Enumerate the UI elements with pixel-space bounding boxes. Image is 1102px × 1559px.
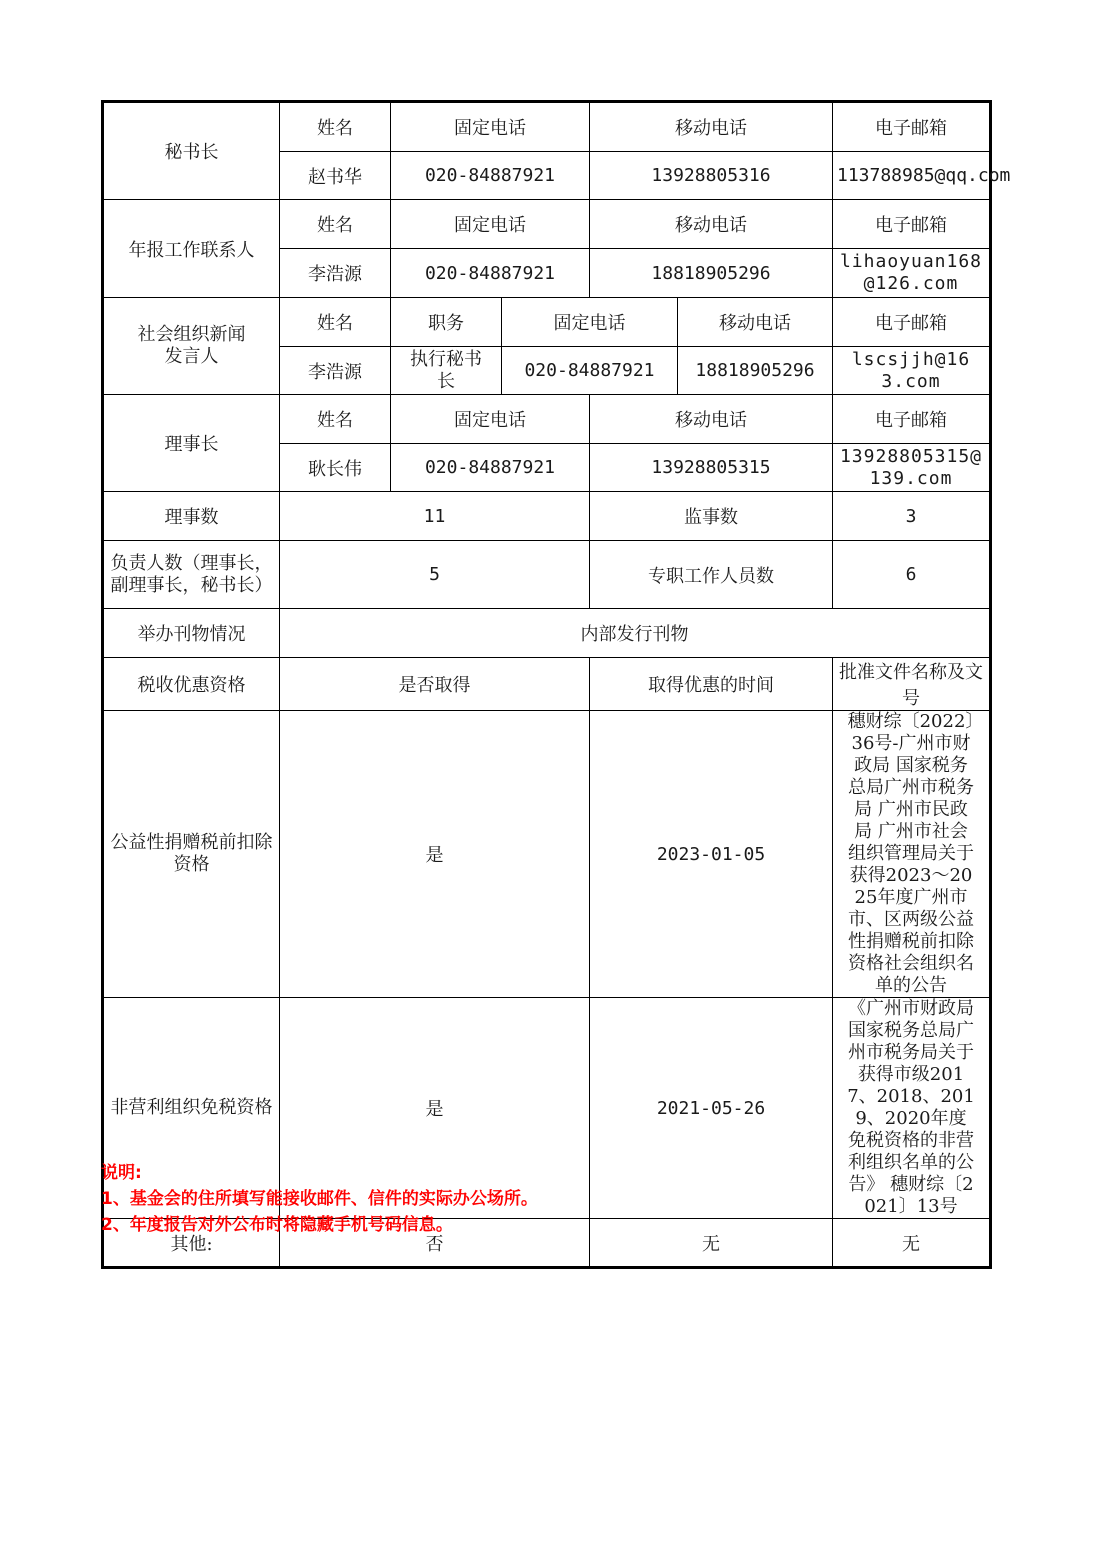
tax-row-obtained: 是 [280,711,590,998]
tax-row-document: 无 [833,1219,991,1268]
supervisors-value: 3 [833,492,991,541]
secretary-general-name: 赵书华 [280,152,391,200]
tax-header-date: 取得优惠的时间 [590,658,833,711]
supervisors-label: 监事数 [590,492,833,541]
header-landline: 固定电话 [391,200,590,249]
header-mobile: 移动电话 [590,102,833,152]
tax-row-label: 非营利组织免税资格 [103,998,280,1219]
annual-report-contact-email: lihaoyuan168@126.com [833,249,991,298]
tax-row-obtained: 是 [280,998,590,1219]
tax-row-label: 其他: [103,1219,280,1268]
header-mobile: 移动电话 [590,200,833,249]
chairman-label: 理事长 [103,395,280,492]
annual-report-contact-label: 年报工作联系人 [103,200,280,298]
directors-value: 11 [280,492,590,541]
header-mobile: 移动电话 [590,395,833,444]
note-item: 1、基金会的住所填写能接收邮件、信件的实际办公场所。 [101,1189,538,1209]
annual-report-contact-name: 李浩源 [280,249,391,298]
notes-title: 说明: [101,1163,142,1183]
tax-row-label: 公益性捐赠税前扣除资格 [103,711,280,998]
header-name: 姓名 [280,395,391,444]
header-name: 姓名 [280,298,391,347]
chairman-email: 13928805315@139.com [833,444,991,492]
spokesperson-email: lscsjjh@163.com [833,347,991,395]
spokesperson-landline: 020-84887921 [502,347,678,395]
leaders-value: 5 [280,541,590,609]
annual-report-contact-mobile: 18818905296 [590,249,833,298]
spokesperson-position: 执行秘书长 [391,347,502,395]
secretary-general-landline: 020-84887921 [391,152,590,200]
secretary-general-label: 秘书长 [103,102,280,200]
tax-row-date: 2021-05-26 [590,998,833,1219]
spokesperson-mobile: 18818905296 [678,347,833,395]
header-landline: 固定电话 [391,395,590,444]
annual-report-contact-landline: 020-84887921 [391,249,590,298]
note-item: 2、年度报告对外公布时将隐藏手机号码信息。 [101,1215,453,1235]
tax-row-document: 穗财综〔2022〕36号-广州市财政局 国家税务总局广州市税务局 广州市民政局 广州市社会组织管理局关于获得2023～2025年度广州市市、区两级公益性捐赠税前扣除资格社会组织名单的公告 [833,711,991,998]
tax-row-date: 2023-01-05 [590,711,833,998]
notes [101,1160,538,1238]
info-table [101,100,1011,1269]
tax-row-date: 无 [590,1219,833,1268]
chairman-mobile: 13928805315 [590,444,833,492]
header-name: 姓名 [280,200,391,249]
header-mobile: 移动电话 [678,298,833,347]
tax-header-obtained: 是否取得 [280,658,590,711]
fulltime-label: 专职工作人员数 [590,541,833,609]
header-landline: 固定电话 [502,298,678,347]
leaders-label: 负责人数（理事长，副理事长，秘书长） [103,541,280,609]
secretary-general-email: 113788985@qq.com [833,152,991,200]
publication-label: 举办刊物情况 [103,609,280,658]
tax-row-obtained: 否 [280,1219,590,1268]
spokesperson-label: 社会组织新闻发言人 [103,298,280,395]
secretary-general-mobile: 13928805316 [590,152,833,200]
directors-label: 理事数 [103,492,280,541]
publication-value: 内部发行刊物 [280,609,991,658]
header-email: 电子邮箱 [833,395,991,444]
header-email: 电子邮箱 [833,298,991,347]
header-email: 电子邮箱 [833,200,991,249]
tax-header-document: 批准文件名称及文号 [833,658,991,711]
spokesperson-name: 李浩源 [280,347,391,395]
chairman-landline: 020-84887921 [391,444,590,492]
header-landline: 固定电话 [391,102,590,152]
header-name: 姓名 [280,102,391,152]
fulltime-value: 6 [833,541,991,609]
header-email: 电子邮箱 [833,102,991,152]
header-position: 职务 [391,298,502,347]
tax-label: 税收优惠资格 [103,658,280,711]
tax-row-document: 《广州市财政局国家税务总局广州市税务局关于获得市级2017、2018、2019、2020年度免税资格的非营利组织名单的公告》 穗财综〔2021〕13号 [833,998,991,1219]
chairman-name: 耿长伟 [280,444,391,492]
